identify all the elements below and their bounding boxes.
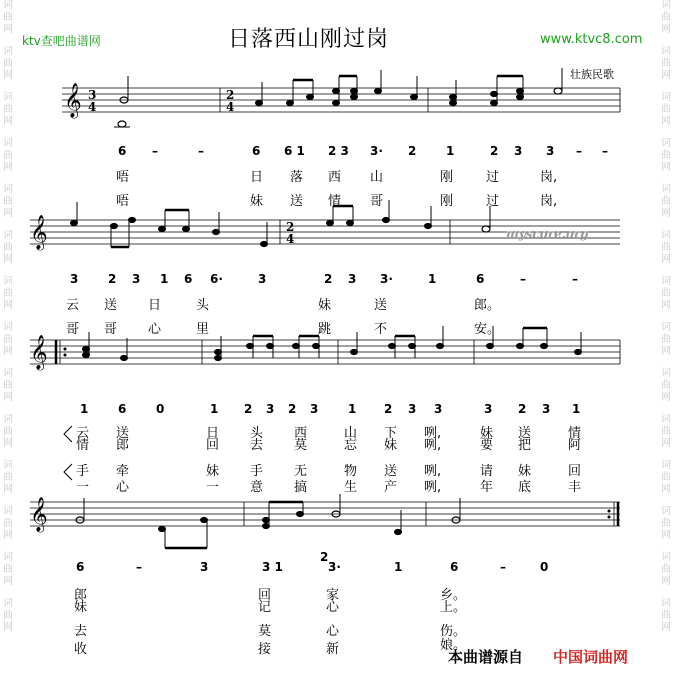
side-watermark-char: 曲 [661,242,671,253]
side-watermark-char: 网 [3,300,13,311]
side-watermark-char: 网 [661,438,671,449]
side-watermark-char: 词 [3,184,13,195]
side-watermark-char: 词 [661,552,671,563]
svg-text:2: 2 [226,88,235,102]
side-watermark-char: 词 [3,230,13,241]
side-watermark-char: 曲 [3,564,13,575]
side-watermark-char: 网 [3,116,13,127]
side-watermark-char: 词 [3,46,13,57]
side-watermark-char: 曲 [661,104,671,115]
side-watermark-char: 词 [3,414,13,425]
side-watermark-char: 词 [661,230,671,241]
side-watermark-char: 曲 [3,518,13,529]
side-watermark-char: 网 [3,24,13,35]
side-watermark-char: 曲 [661,288,671,299]
side-watermark-char: 网 [661,70,671,81]
side-watermark-char: 网 [661,346,671,357]
side-watermark-char: 网 [3,622,13,633]
side-watermark-char: 曲 [3,12,13,23]
side-watermark-char: 曲 [661,334,671,345]
side-watermark-char: 词 [661,0,671,11]
side-watermark-char: 网 [661,162,671,173]
side-watermark-char: 词 [661,598,671,609]
side-watermark-char: 曲 [661,472,671,483]
side-watermark-char: 曲 [3,288,13,299]
side-watermark-char: 网 [3,530,13,541]
side-watermark-char: 词 [3,92,13,103]
side-watermark-char: 词 [661,414,671,425]
side-watermark-char: 曲 [661,426,671,437]
svg-text:𝄞: 𝄞 [30,335,48,370]
site-url-right[interactable]: www.ktvc8.com [540,32,643,47]
side-watermark-char: 网 [3,70,13,81]
side-watermark-char: 曲 [3,150,13,161]
side-watermark-char: 曲 [3,380,13,391]
side-watermark-char: 曲 [3,196,13,207]
side-watermark-char: 网 [661,254,671,265]
side-watermark-char: 网 [661,576,671,587]
treble-clef-icon: 𝄞 [64,83,82,118]
side-watermark-char: 网 [3,484,13,495]
side-watermark-char: 网 [661,116,671,127]
side-watermark-char: 网 [661,208,671,219]
svg-text:4: 4 [286,232,295,246]
side-watermark-char: 曲 [661,518,671,529]
side-watermark-char: 曲 [661,380,671,391]
side-watermark-char: 网 [661,300,671,311]
side-watermark-char: 网 [661,484,671,495]
side-watermark-char: 网 [661,24,671,35]
side-watermark-char: 词 [661,322,671,333]
side-watermark-char: 曲 [3,426,13,437]
side-watermark-char: 曲 [661,610,671,621]
side-watermark-char: 词 [661,276,671,287]
side-watermark-char: 词 [3,506,13,517]
side-watermark-char: 曲 [3,610,13,621]
side-watermark-char: 曲 [3,334,13,345]
side-watermark-char: 词 [661,92,671,103]
song-title: 日落西山刚过岗 [228,27,390,52]
side-watermark-char: 网 [3,254,13,265]
side-watermark-char: 曲 [3,58,13,69]
score-watermark: myscore.org [506,227,589,241]
side-watermark-char: 词 [661,138,671,149]
svg-text:𝄞: 𝄞 [30,497,48,532]
side-watermark-char: 曲 [661,564,671,575]
side-watermark-char: 网 [661,392,671,403]
side-watermark-char: 网 [3,346,13,357]
side-watermark-char: 曲 [661,196,671,207]
side-watermark-char: 词 [3,552,13,563]
svg-text:𝄞: 𝄞 [30,215,48,250]
side-watermark-char: 词 [661,184,671,195]
side-watermark-char: 词 [661,46,671,57]
side-watermark-char: 词 [3,322,13,333]
side-watermark-char: 曲 [3,472,13,483]
side-watermark-char: 词 [3,368,13,379]
side-watermark-char: 词 [3,276,13,287]
side-watermark-char: 词 [661,368,671,379]
composer-credit: 壮族民歌 [570,68,614,81]
side-watermark-char: 网 [3,438,13,449]
source-site-link[interactable]: 中国词曲网 [553,648,629,666]
source-label: 本曲谱源自 [448,648,524,666]
side-watermark-char: 词 [661,460,671,471]
side-watermark-char: 词 [3,460,13,471]
svg-text:4: 4 [88,100,97,114]
svg-text:2: 2 [286,220,295,234]
side-watermark-char: 词 [661,506,671,517]
side-watermark-char: 词 [3,0,13,11]
side-watermark-char: 网 [661,622,671,633]
side-watermark-char: 曲 [3,242,13,253]
svg-text:4: 4 [226,100,235,114]
side-watermark-char: 词 [3,598,13,609]
svg-text:3: 3 [88,88,97,102]
side-watermark-char: 网 [3,162,13,173]
side-watermark-char: 网 [3,208,13,219]
side-watermark-char: 网 [3,392,13,403]
side-watermark-char: 曲 [661,12,671,23]
side-watermark-char: 曲 [661,58,671,69]
side-watermark-char: 网 [3,576,13,587]
side-watermark-char: 曲 [3,104,13,115]
side-watermark-char: 词 [3,138,13,149]
side-watermark-char: 曲 [661,150,671,161]
site-name-left[interactable]: ktv查吧曲谱网 [22,34,101,48]
side-watermark-char: 网 [661,530,671,541]
